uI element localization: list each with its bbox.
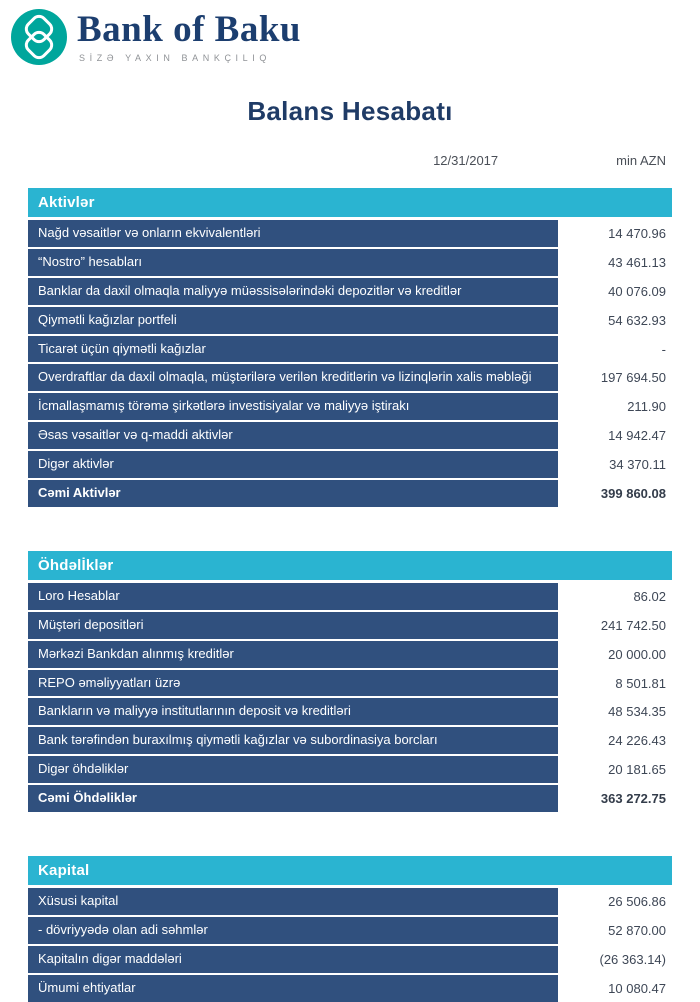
currency-unit: min AZN [616,153,666,168]
bank-tagline: SİZƏ YAXIN BANKÇILIQ [79,53,271,63]
row-value: (26 363.14) [558,946,672,973]
table-row [28,393,672,420]
row-value: 363 272.75 [558,785,672,812]
row-label: Cəmi Öhdəliklər [28,785,558,812]
row-label: Qiymətli kağızlar portfeli [28,307,558,334]
table-row [28,698,672,725]
table-row [28,220,672,247]
table-row [28,583,672,610]
meta-row [28,153,672,168]
table-row [28,917,672,944]
section-header: Kapital [28,856,672,885]
brand-text [77,11,301,63]
table-row [28,480,672,507]
table-row [28,756,672,783]
bank-of-baku-logo-icon [10,8,68,66]
row-value: 10 080.47 [558,975,672,1002]
row-value: 20 000.00 [558,641,672,668]
section-rows [28,888,672,1002]
row-label: Kapitalın digər maddələri [28,946,558,973]
report-date: 12/31/2017 [433,153,499,168]
row-value: 26 506.86 [558,888,672,915]
row-label: “Nostro” hesabları [28,249,558,276]
section-rows [28,583,672,812]
row-label: Nağd vəsaitlər və onların ekvivalentləri [28,220,558,247]
table-row [28,249,672,276]
row-label: Cəmi Aktivlər [28,480,558,507]
table-row [28,364,672,391]
row-label: Ticarət üçün qiymətli kağızlar [28,336,558,363]
row-value: 211.90 [558,393,672,420]
row-label: Xüsusi kapital [28,888,558,915]
bank-header [10,8,672,66]
row-label: Digər aktivlər [28,451,558,478]
row-value: 86.02 [558,583,672,610]
table-row [28,336,672,363]
balance-section [28,551,672,812]
table-row [28,670,672,697]
bank-name: Bank of Baku [77,9,301,50]
row-value: 48 534.35 [558,698,672,725]
table-row [28,612,672,639]
row-value: 197 694.50 [558,364,672,391]
table-row [28,888,672,915]
table-row [28,451,672,478]
row-value: 14 942.47 [558,422,672,449]
row-value: 43 461.13 [558,249,672,276]
row-label: Bank tərəfindən buraxılmış qiymətli kağızlar və subordinasiya borcları [28,727,558,754]
section-rows [28,220,672,507]
row-value: 14 470.96 [558,220,672,247]
table-row [28,975,672,1002]
row-label: Digər öhdəliklər [28,756,558,783]
balance-section [28,856,672,1002]
row-label: REPO əməliyyatları üzrə [28,670,558,697]
row-value: 34 370.11 [558,451,672,478]
table-row [28,641,672,668]
row-value: 40 076.09 [558,278,672,305]
table-row [28,422,672,449]
row-label: İcmallaşmamış törəmə şirkətlərə investisiyalar və maliyyə iştirakı [28,393,558,420]
row-value: 241 742.50 [558,612,672,639]
row-label: Loro Hesablar [28,583,558,610]
section-header: Aktivlər [28,188,672,217]
balance-section [28,188,672,507]
row-value: 24 226.43 [558,727,672,754]
row-value: 54 632.93 [558,307,672,334]
balance-sections [28,188,672,1002]
row-value: 399 860.08 [558,480,672,507]
row-value: 20 181.65 [558,756,672,783]
page-title: Balans Hesabatı [247,96,453,126]
row-value: - [558,336,672,363]
row-label: Overdraftlar da daxil olmaqla, müştərilərə verilən kreditlərin və lizinqlərin xalis məbləği [28,364,558,391]
table-row [28,278,672,305]
table-row [28,785,672,812]
table-row [28,946,672,973]
row-label: Bankların və maliyyə institutlarının deposit və kreditləri [28,698,558,725]
section-header: Öhdəlİklər [28,551,672,580]
row-label: Banklar da daxil olmaqla maliyyə müəssisələrindəki depozitlər və kreditlər [28,278,558,305]
row-label: Ümumi ehtiyatlar [28,975,558,1002]
row-value: 8 501.81 [558,670,672,697]
row-label: Əsas vəsaitlər və q-maddi aktivlər [28,422,558,449]
table-row [28,307,672,334]
row-label: Mərkəzi Bankdan alınmış kreditlər [28,641,558,668]
row-value: 52 870.00 [558,917,672,944]
row-label: Müştəri depositləri [28,612,558,639]
table-row [28,727,672,754]
row-label: - dövriyyədə olan adi səhmlər [28,917,558,944]
